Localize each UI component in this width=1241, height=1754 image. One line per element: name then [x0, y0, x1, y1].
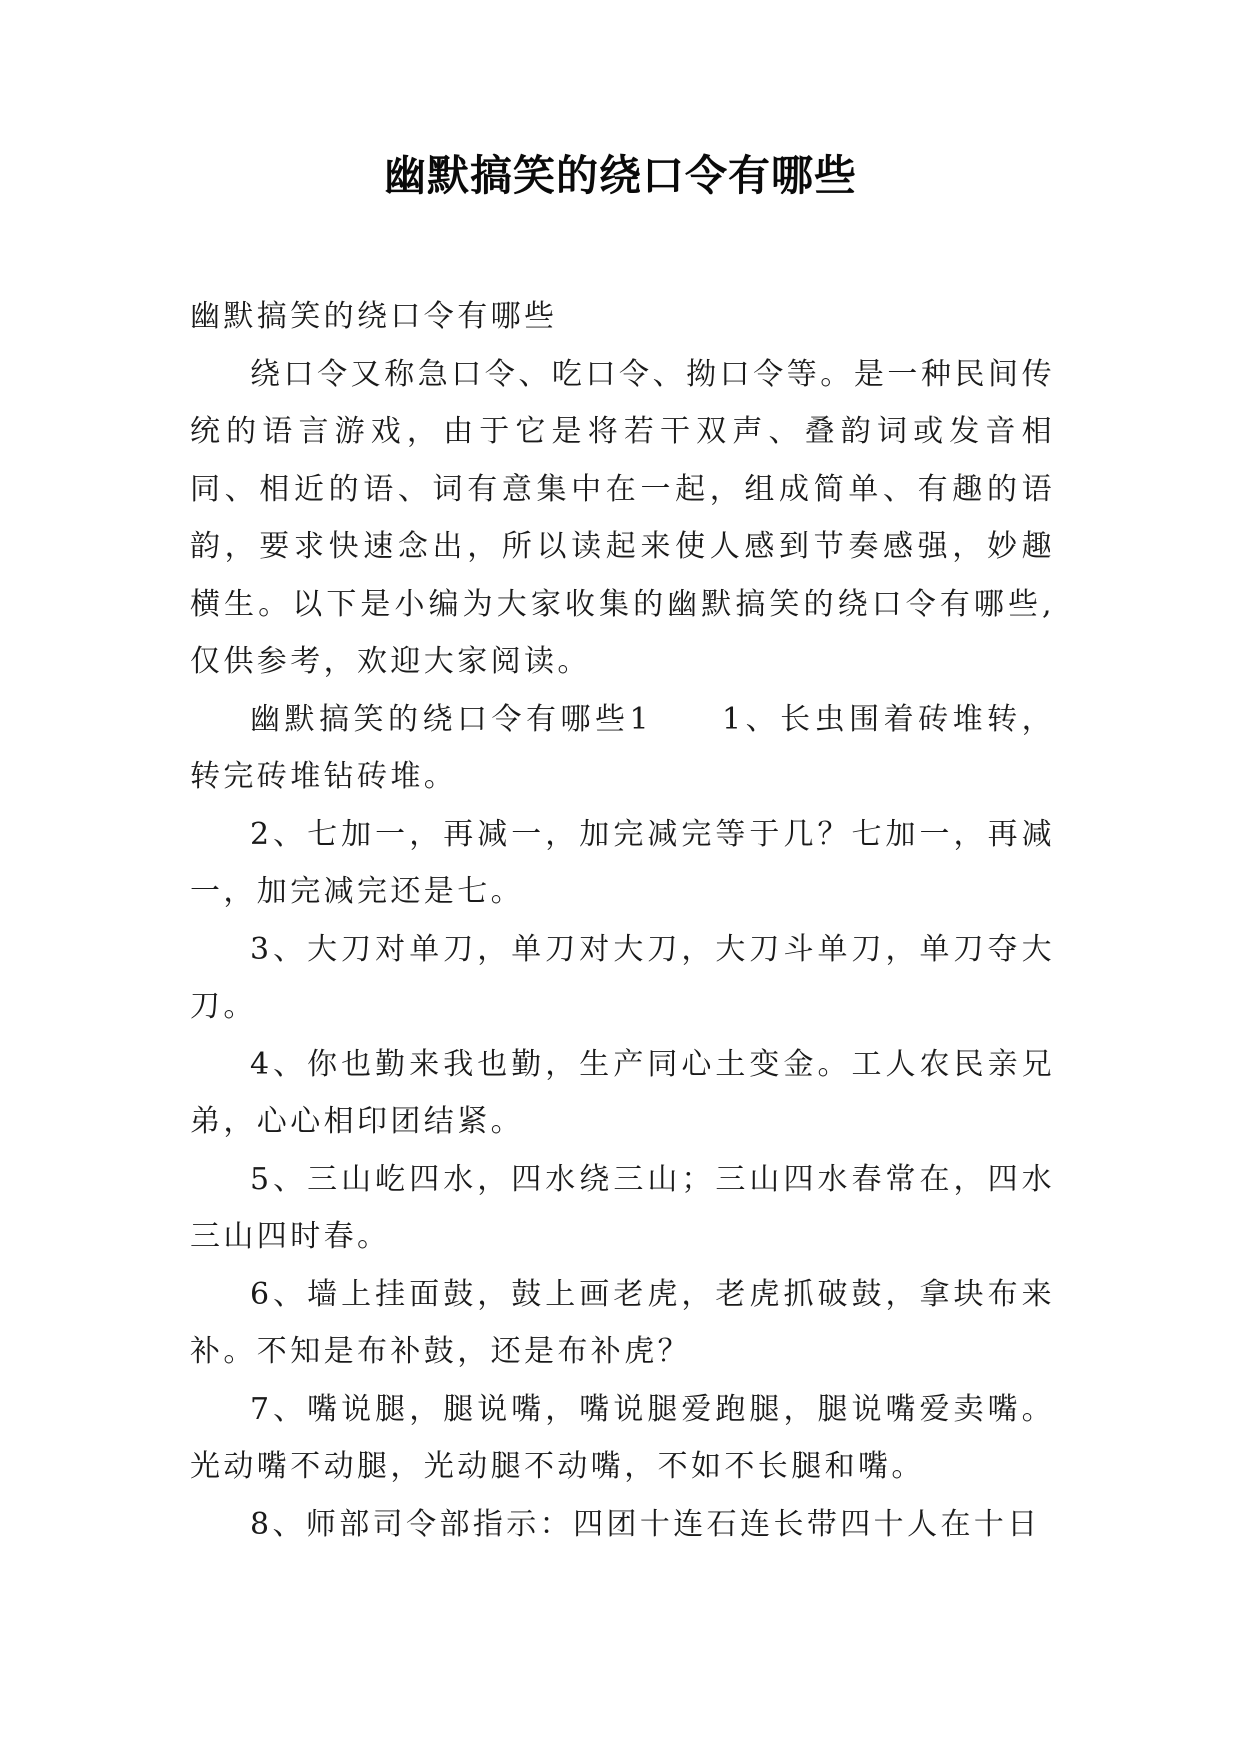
tongue-twister-2: 2、七加一，再减一，加完减完等于几？七加一，再减一，加完减完还是七。 — [190, 816, 1055, 909]
tongue-twister-1: 幽默搞笑的绕口令有哪些1 1、长虫围着砖堆转，转完砖堆钻砖堆。 — [190, 701, 1055, 794]
tongue-twister-3: 3、大刀对单刀，单刀对大刀，大刀斗单刀，单刀夺大刀。 — [190, 931, 1055, 1024]
tongue-twister-6: 6、墙上挂面鼓，鼓上画老虎，老虎抓破鼓，拿块布来补。不知是布补鼓，还是布补虎？ — [190, 1276, 1055, 1369]
document-title: 幽默搞笑的绕口令有哪些 — [383, 151, 857, 200]
tongue-twister-4: 4、你也勤来我也勤，生产同心土变金。工人农民亲兄弟，心心相印团结紧。 — [190, 1046, 1055, 1139]
tongue-twister-7: 7、嘴说腿，腿说嘴，嘴说腿爱跑腿，腿说嘴爱卖嘴。光动嘴不动腿，光动腿不动嘴，不如不长腿和嘴。 — [190, 1391, 1055, 1484]
tongue-twister-8: 8、师部司令部指示：四团十连石连长带四十人在十日 — [250, 1506, 1041, 1542]
intro-paragraph: 绕口令又称急口令、吃口令、拗口令等。是一种民间传统的语言游戏，由于它是将若干双声、叠韵词或发音相同、相近的语、词有意集中在一起，组成简单、有趣的语韵，要求快速念出，所以读起来使人感到节奏感强，妙趣横生。以下是小编为大家收集的幽默搞笑的绕口令有哪些,仅供参考，欢迎大家阅读。 — [190, 356, 1055, 679]
document-body — [190, 288, 1055, 1553]
document-subtitle: 幽默搞笑的绕口令有哪些 — [190, 299, 558, 334]
tongue-twister-5: 5、三山屹四水，四水绕三山；三山四水春常在，四水三山四时春。 — [190, 1161, 1055, 1254]
